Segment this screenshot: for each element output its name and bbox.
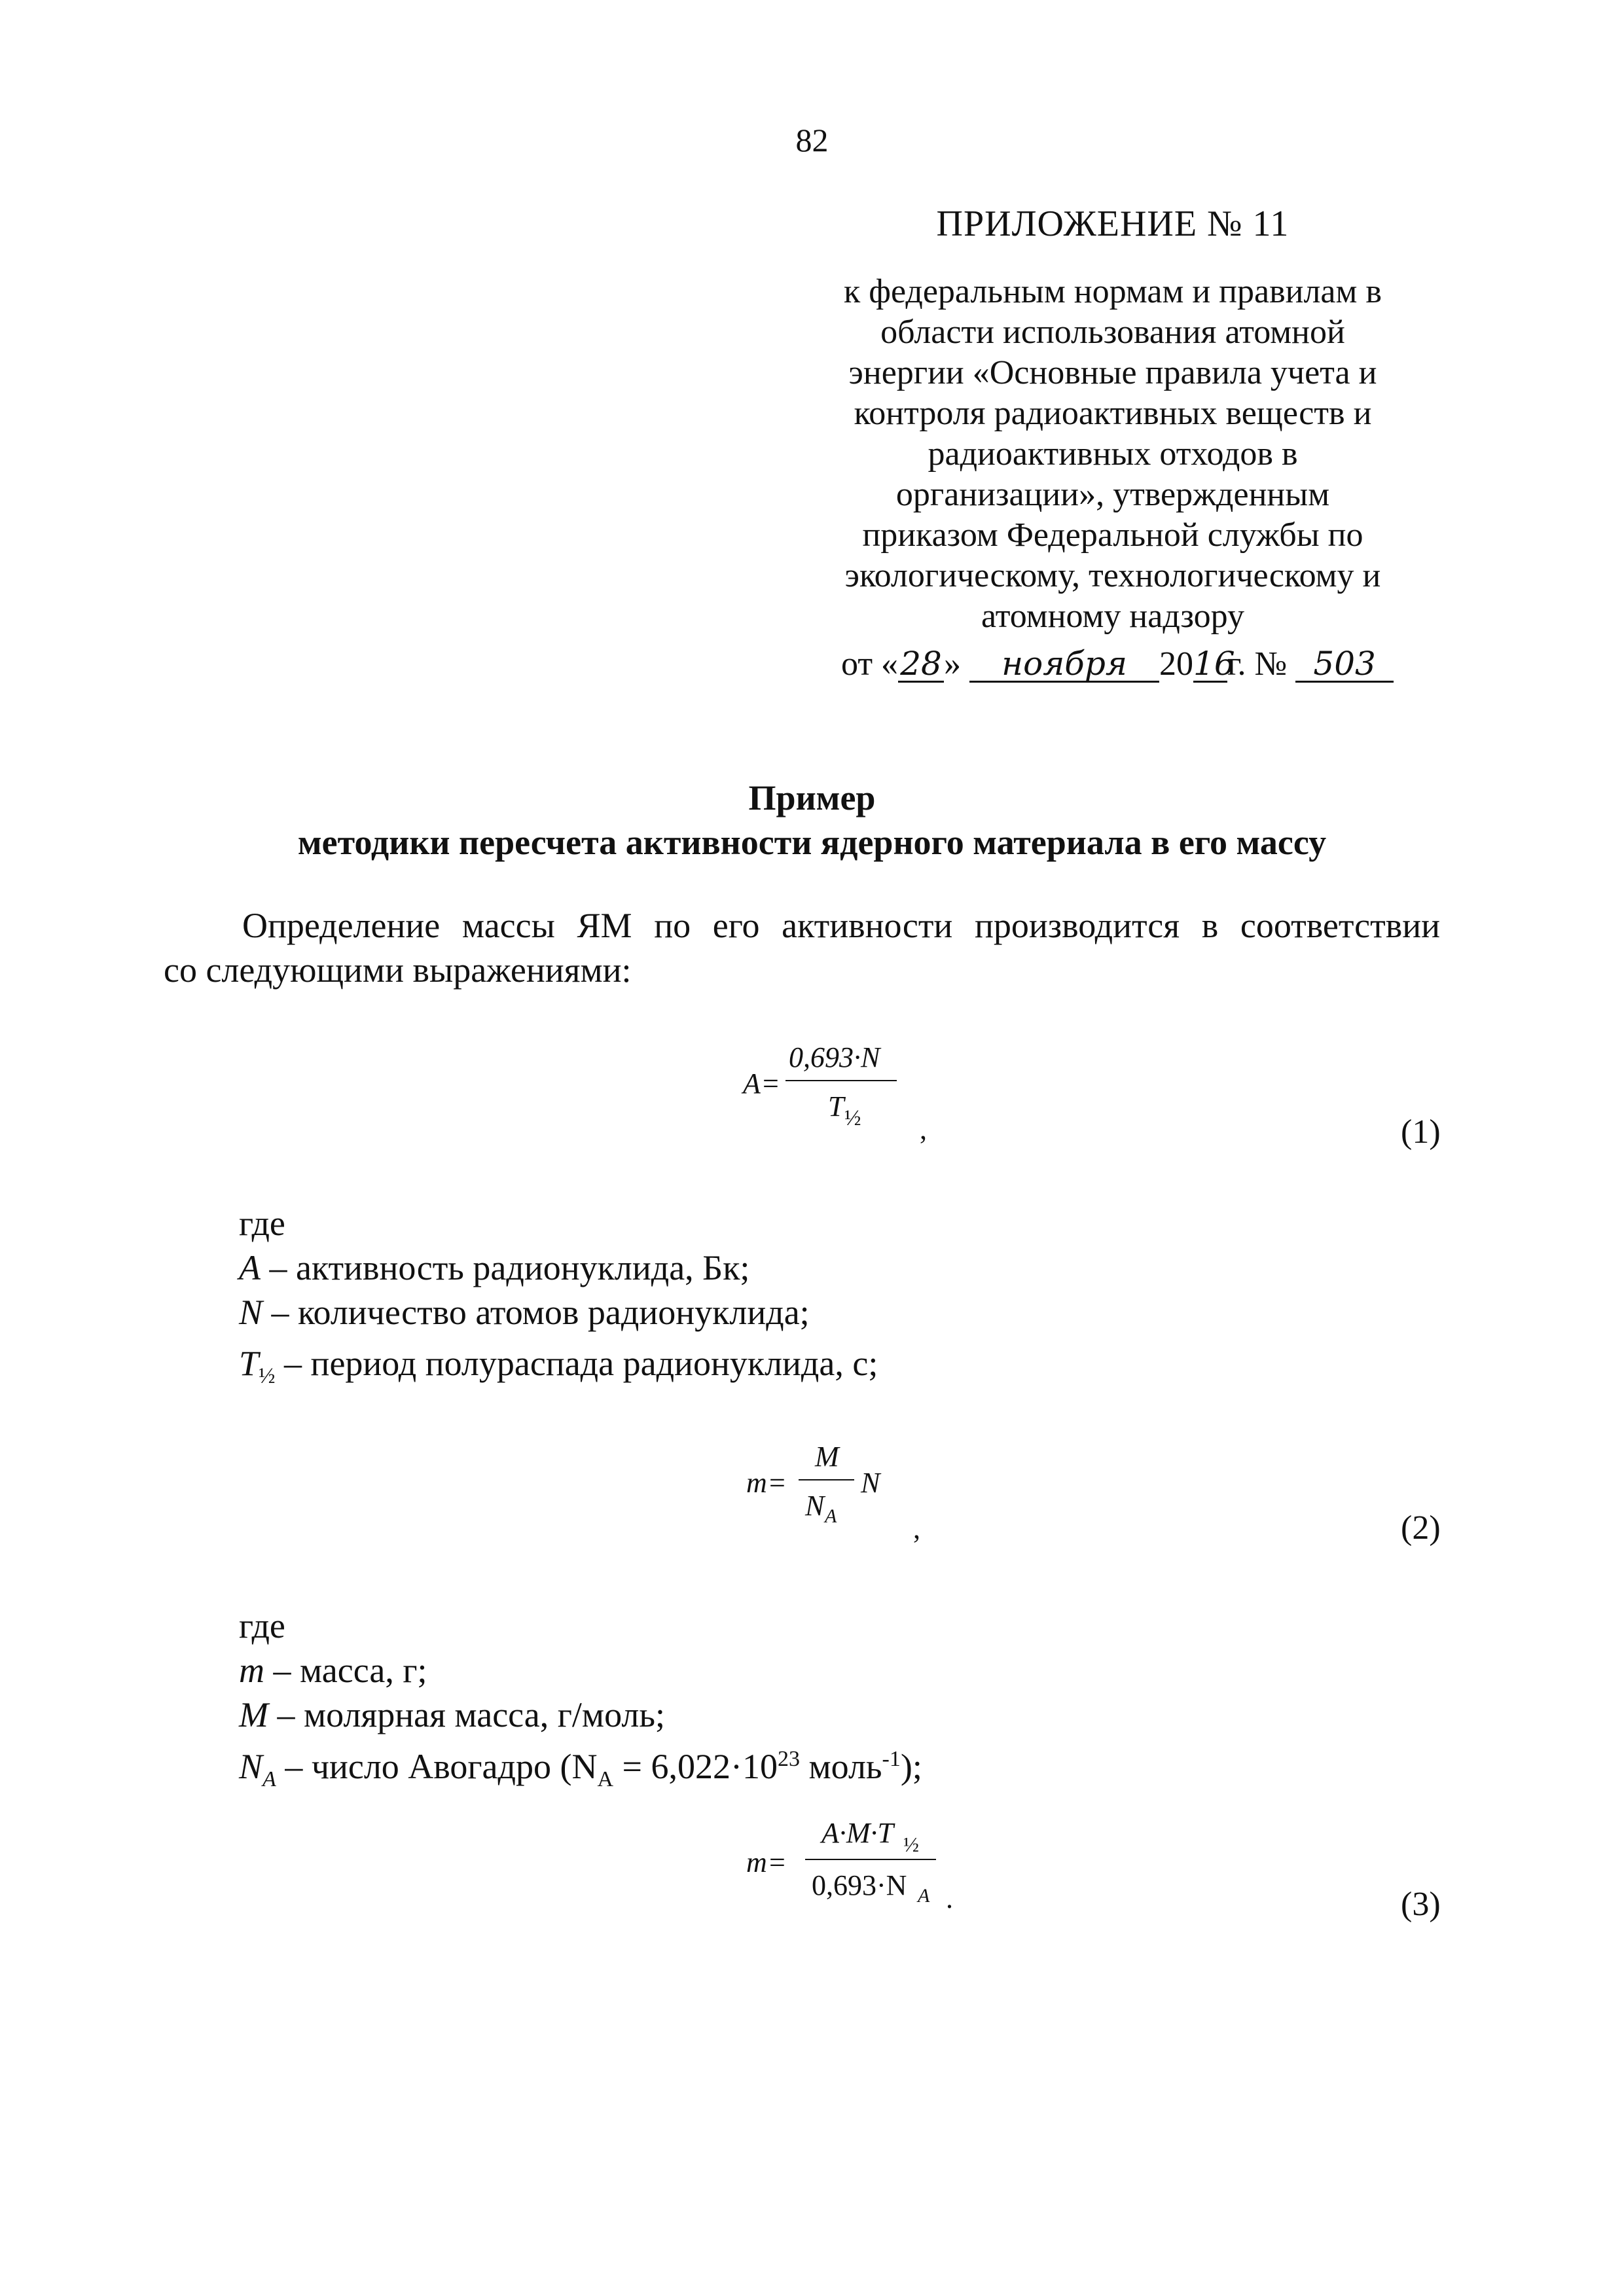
appendix-description (772, 272, 1453, 637)
intro-line-2: со следующими выражениями: (164, 950, 632, 990)
formula-3-denominator: 0,693·N (812, 1869, 907, 1901)
definition-row (239, 1290, 878, 1335)
definitions-block-1 (239, 1201, 878, 1399)
formula-1-eq: = (763, 1067, 779, 1100)
formula-2-eq: = (769, 1467, 785, 1499)
year-prefix: 20 (1159, 645, 1194, 683)
fraction-bar (805, 1859, 936, 1860)
formula-1-denominator: T (828, 1090, 844, 1122)
formula-2 (746, 1440, 943, 1551)
appendix-line: атомному надзору (981, 598, 1244, 635)
handwritten-order-number: 503 (1295, 647, 1394, 683)
appendix-line: экологическому, технологическому и (844, 557, 1381, 594)
formula-2-lhs: m (746, 1467, 767, 1499)
definition-symbol: N (239, 1293, 263, 1332)
formula-2-denominator-sub: A (825, 1505, 837, 1527)
avogadro-value: = 6,022·10 (613, 1747, 778, 1786)
date-mid: » (944, 645, 962, 683)
formula-3-numerator-sub: ½ (903, 1833, 919, 1856)
intro-line-1: Определение массы ЯМ по его активности производится в соответствии (242, 906, 1440, 945)
definition-text: – масса, г; (264, 1651, 427, 1690)
appendix-line: радиоактивных отходов в (928, 435, 1298, 473)
equation-number-3: (3) (1401, 1886, 1441, 1923)
year-end: г. № (1227, 645, 1288, 683)
avogadro-close: ); (900, 1747, 922, 1786)
appendix-line: к федеральным нормам и правилам в (844, 273, 1382, 310)
avogadro-sub: A (597, 1767, 614, 1791)
formula-1-denominator-sub: ½ (844, 1106, 861, 1130)
date-prefix: от « (841, 645, 899, 683)
appendix-line: контроля радиоактивных веществ и (854, 395, 1372, 432)
definition-row (239, 1246, 878, 1290)
formula-3-period: . (946, 1882, 953, 1914)
definition-symbol-sub: ½ (259, 1363, 276, 1388)
fraction-bar (799, 1479, 854, 1480)
title-line-2: методики пересчета активности ядерного материала в его массу (297, 823, 1327, 862)
formula-2-comma: , (913, 1513, 920, 1545)
definition-symbol: N (239, 1747, 263, 1786)
fraction-bar (785, 1080, 897, 1081)
formula-3-eq: = (769, 1846, 785, 1878)
document-title (0, 776, 1624, 865)
definition-symbol: A (239, 1248, 261, 1287)
definition-text: – молярная масса, г/моль; (268, 1695, 665, 1734)
equation-number-1: (1) (1401, 1113, 1441, 1151)
definition-row (239, 1648, 922, 1693)
formula-3-denominator-sub: A (918, 1885, 930, 1907)
intro-paragraph (164, 903, 1440, 992)
where-word: где (239, 1606, 285, 1645)
appendix-title: ПРИЛОЖЕНИЕ № 11 (936, 204, 1290, 244)
formula-1-numerator: 0,693·N (789, 1041, 880, 1073)
definition-row (239, 1693, 922, 1737)
formula-3-lhs: m (746, 1846, 767, 1878)
equation-number-2: (2) (1401, 1509, 1441, 1547)
avogadro-unit: моль (799, 1747, 882, 1786)
formula-2-denominator: N (805, 1490, 825, 1522)
page-number: 82 (795, 122, 829, 158)
appendix-line: организации», утвержденным (895, 476, 1330, 513)
definitions-block-2 (239, 1604, 922, 1802)
appendix-line: энергии «Основные правила учета и (848, 354, 1377, 391)
handwritten-year: 16 (1193, 645, 1235, 683)
formula-3 (746, 1816, 995, 1934)
avogadro-exponent: 23 (777, 1747, 800, 1771)
definition-text: – активность радионуклида, Бк; (261, 1248, 750, 1287)
title-line-1: Пример (748, 778, 876, 817)
definition-text: – количество атомов радионуклида; (262, 1293, 810, 1332)
formula-2-numerator: M (815, 1441, 839, 1473)
definition-row (239, 1737, 922, 1802)
definition-symbol: M (239, 1695, 268, 1734)
where-word: где (239, 1204, 285, 1243)
appendix-line: приказом Федеральной службы по (862, 516, 1363, 554)
definition-row (239, 1341, 878, 1399)
handwritten-day: 28 (898, 647, 944, 683)
formula-3-numerator: A·M·T (821, 1817, 893, 1849)
definition-symbol: m (239, 1651, 264, 1690)
definition-text: – период полураспада радионуклида, с; (275, 1344, 878, 1383)
appendix-line: области использования атомной (880, 314, 1345, 351)
avogadro-unit-exponent: -1 (882, 1747, 901, 1771)
order-date-line (841, 645, 1394, 683)
formula-1 (743, 1041, 939, 1152)
definition-text: – число Авогадро (N (276, 1747, 598, 1786)
formula-1-comma: , (920, 1113, 927, 1145)
formula-2-factor: N (861, 1467, 880, 1499)
definition-symbol-sub: A (262, 1767, 276, 1791)
handwritten-month: ноября (969, 647, 1159, 683)
formula-1-lhs: A (743, 1067, 761, 1100)
definition-symbol: T (239, 1344, 259, 1383)
